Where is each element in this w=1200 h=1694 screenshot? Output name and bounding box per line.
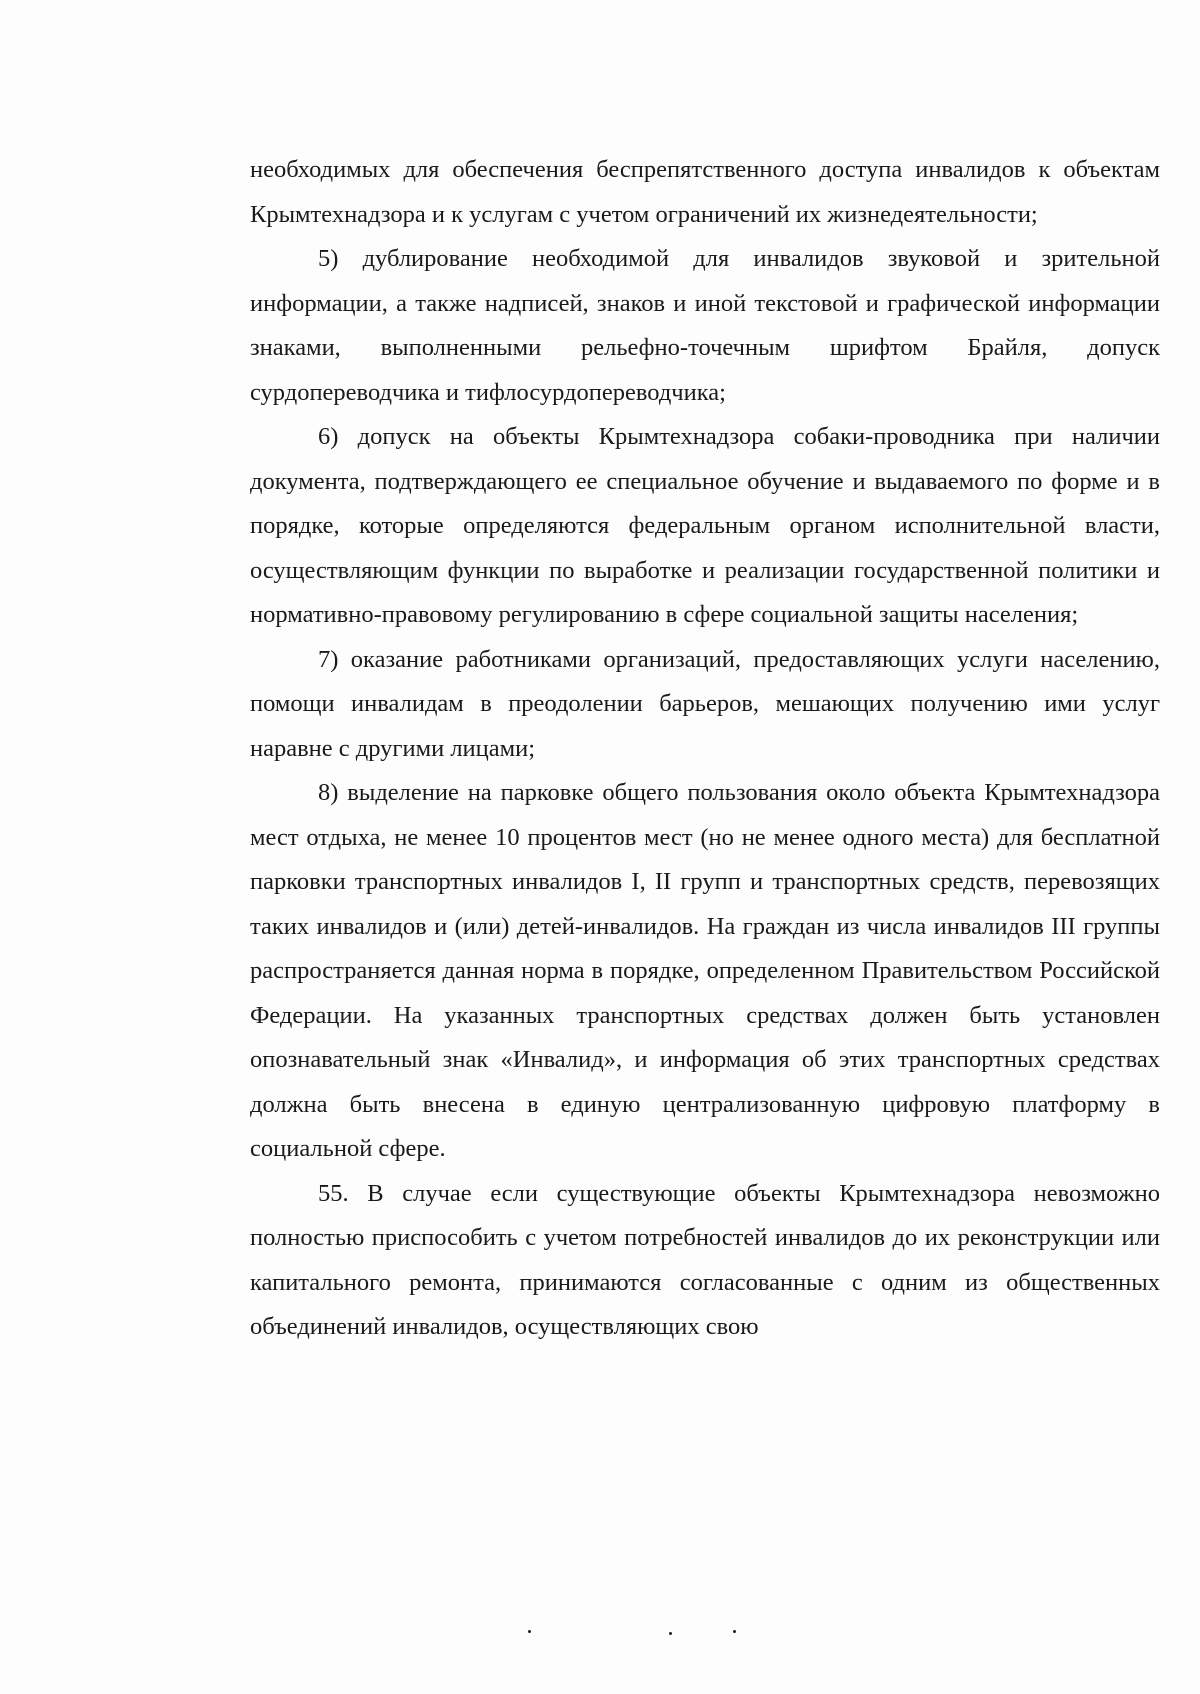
paragraph-item-8: 8) выделение на парковке общего пользования около объекта Крымтехнадзора мест отдыха, не менее 10 процентов мест (но не менее одного места) для бесплатной парковки транспортных инвалидов I, II групп и транспортных средств, перевозящих таких инвалидов и (или) детей-инвалидов. На граждан из числа инвалидов III группы распространяется данная норма в порядке, определенном Правительством Российской Федерации. На указанных транспортных средствах должен быть установлен опознавательный знак «Инвалид», и информация об этих транспортных средствах должна быть внесена в единую централизованную цифровую платформу в социальной сфере. (250, 779, 1160, 1162)
paragraph-continuation: необходимых для обеспечения беспрепятственного доступа инвалидов к объектам Крымтехнадзора и к услугам с учетом ограничений их жизнедеятельности; (250, 156, 1160, 228)
scan-speck (669, 1632, 672, 1635)
paragraph-section-55: 55. В случае если существующие объекты Крымтехнадзора невозможно полностью приспособить с учетом потребностей инвалидов до их реконструкции или капитального ремонта, принимаются согласованные с одним из общественных объединений инвалидов, осуществляющих свою (250, 1179, 1160, 1340)
scan-speck (528, 1630, 531, 1633)
document-body (250, 148, 1160, 1350)
scan-speck (733, 1630, 736, 1633)
paragraph-item-7: 7) оказание работниками организаций, предоставляющих услуги населению, помощи инвалидам в преодолении барьеров, мешающих получению ими услуг наравне с другими лицами; (250, 645, 1160, 762)
paragraph-item-6: 6) допуск на объекты Крымтехнадзора собаки-проводника при наличии документа, подтверждающего ее специальное обучение и выдаваемого по форме и в порядке, которые определяются федеральным органом исполнительной власти, осуществляющим функции по выработке и реализации государственной политики и нормативно-правовому регулированию в сфере социальной защиты населения; (250, 423, 1160, 628)
paragraph-item-5: 5) дублирование необходимой для инвалидов звуковой и зрительной информации, а также надписей, знаков и иной текстовой и графической информации знаками, выполненными рельефно-точечным шрифтом Брайля, допуск сурдопереводчика и тифлосурдопереводчика; (250, 245, 1160, 406)
